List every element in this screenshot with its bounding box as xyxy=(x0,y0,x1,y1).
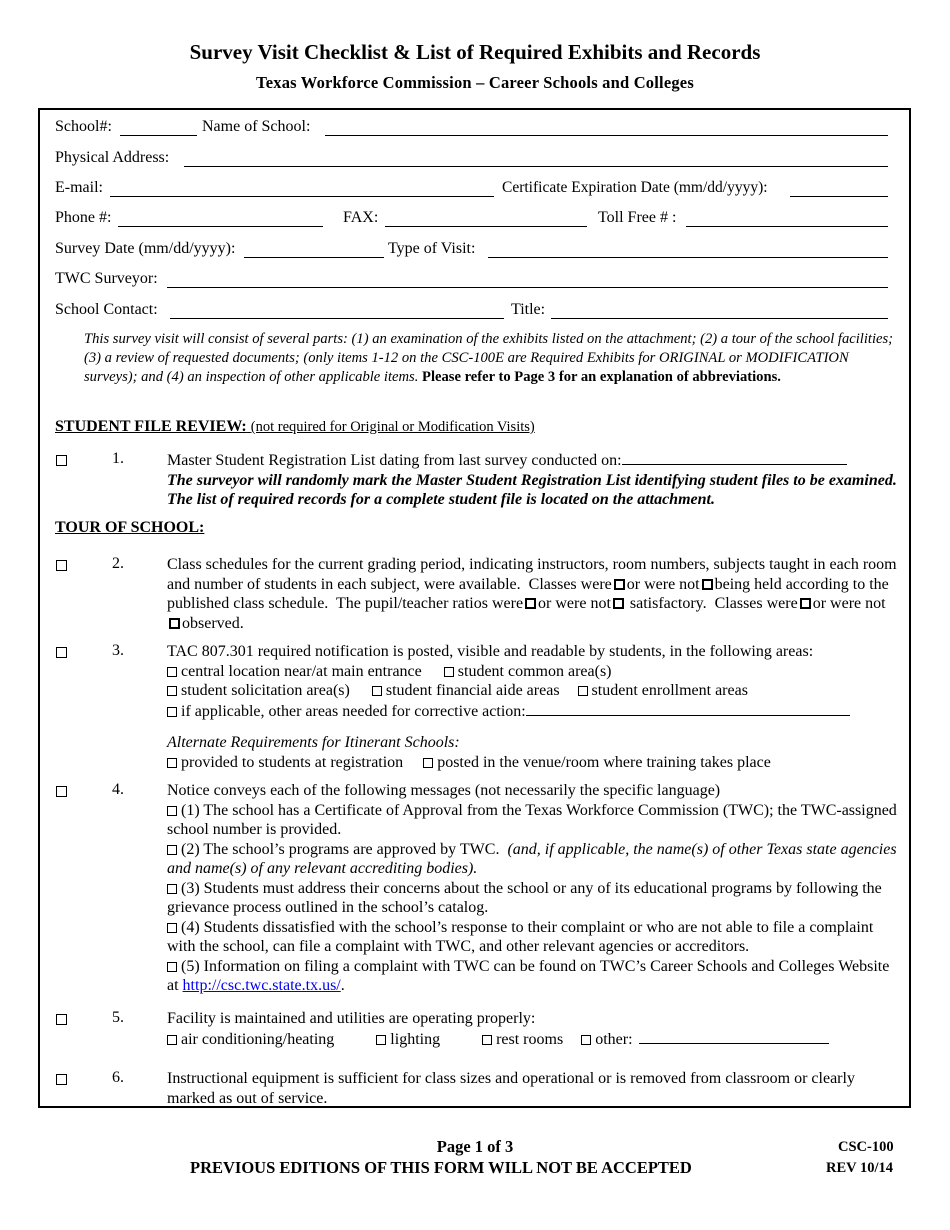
item-4-text: Notice conveys each of the following messages (not necessarily the specific language) (1) The school has a Certificate of Approval from the Texas Workforce Commission (TWC); the TWC-assigned school number is provided. (2) The school’s programs are approved by TWC. (and, if applicable, the name(s) of other Texas state agencies and name(s) of any relevant accrediting bodies). (3) Students must address their concerns about the school or any of its educational programs by following the grievance process outlined in the school’s catalog. (4) Students dissatisfied with the school’s response to their complaint or who are not able to file a complaint with the school, can file a complaint with TWC, and other relevant agencies or accreditors. (5) Information on filing a complaint with TWC can be found on TWC’s Career Schools and Colleges Website at http://csc.twc.state.tx.us/. xyxy=(167,782,897,994)
toll-free-field[interactable] xyxy=(686,226,888,227)
intro-text: This survey visit will consist of several parts: (1) an examination of the exhibits listed on the attachment; (2) a tour of the school facilities; (3) a review of requested documents; (only items 1-12 on the CSC-100E are Required Exhibits for ORIGINAL or MODIFICATION surveys); and (4) an inspection of other applicable items. xyxy=(84,331,894,385)
item-6-checkbox[interactable] xyxy=(56,1074,67,1085)
cert-expiration-label: Certificate Expiration Date (mm/dd/yyyy): xyxy=(502,179,768,196)
item-1-label: Master Student Registration List dating from last survey conducted on: xyxy=(167,452,622,469)
student-file-review-heading xyxy=(55,418,535,436)
cert-expiration-field[interactable] xyxy=(790,196,888,197)
item-2-text xyxy=(167,555,897,633)
central-location-checkbox[interactable] xyxy=(167,667,177,677)
message-1-checkbox[interactable] xyxy=(167,806,177,816)
item-2-p2: Classes were xyxy=(528,575,612,593)
item-3-checkbox[interactable] xyxy=(56,647,67,658)
contact-title-field[interactable] xyxy=(551,318,888,319)
item-1-number: 1. xyxy=(112,450,124,467)
email-field[interactable] xyxy=(110,196,494,197)
solicitation-area-label: student solicitation area(s) xyxy=(181,682,350,699)
item-2-p9: or were not xyxy=(812,595,886,612)
email-label: E-mail: xyxy=(55,179,103,196)
at-registration-label: provided to students at registration xyxy=(181,753,404,771)
central-location-label: central location near/at main entrance xyxy=(181,662,422,680)
posted-in-venue-checkbox[interactable] xyxy=(423,758,433,768)
school-name-label: Name of School: xyxy=(202,118,311,135)
message-3-checkbox[interactable] xyxy=(167,884,177,894)
ratio-no-checkbox[interactable] xyxy=(613,598,624,609)
item-2-p1: Class schedules for the current grading period, indicating instructors, room numbers, subjects taught in each room and number of students in each subject, were available. xyxy=(167,556,897,593)
common-area-label: student common area(s) xyxy=(457,662,612,680)
other-utility-label: other: xyxy=(595,1030,633,1048)
twc-website-link[interactable]: http://csc.twc.state.tx.us/ xyxy=(182,977,341,994)
item-5-label: Facility is maintained and utilities are operating properly: xyxy=(167,1010,536,1027)
item-3-label: TAC 807.301 required notification is posted, visible and readable by students, in the following areas: xyxy=(167,643,814,660)
message-2-text: (2) The school’s programs are approved by TWC. xyxy=(181,840,500,858)
financial-aide-label: student financial aide areas xyxy=(385,682,560,699)
classes-held-yes-checkbox[interactable] xyxy=(614,579,625,590)
form-code: CSC-100 xyxy=(838,1139,894,1155)
other-utility-field[interactable] xyxy=(639,1029,829,1044)
item-5-text xyxy=(167,1009,897,1049)
ac-heating-label: air conditioning/heating xyxy=(181,1030,335,1048)
fax-label: FAX: xyxy=(343,209,379,226)
message-3-text: (3) Students must address their concerns about the school or any of its educational programs by following the grievance process outlined in the school’s catalog. xyxy=(167,879,882,916)
intro-paragraph xyxy=(84,330,894,387)
item-3-text xyxy=(167,642,897,772)
form-subtitle: Texas Workforce Commission – Career Schools and Colleges xyxy=(256,73,694,92)
student-file-review-title: STUDENT FILE REVIEW: xyxy=(55,418,247,435)
last-survey-date-field[interactable] xyxy=(622,450,847,465)
classes-held-no-checkbox[interactable] xyxy=(702,579,713,590)
ratio-yes-checkbox[interactable] xyxy=(525,598,536,609)
other-utility-checkbox[interactable] xyxy=(581,1035,591,1045)
other-areas-label: if applicable, other areas needed for corrective action: xyxy=(181,702,526,720)
item-5-number: 5. xyxy=(112,1009,124,1026)
toll-free-label: Toll Free # : xyxy=(598,209,677,226)
type-of-visit-label: Type of Visit: xyxy=(388,240,476,257)
item-1-instructions: The surveyor will randomly mark the Master Student Registration List identifying student files to be examined. The list of required records for a complete student file is located on the attachment. xyxy=(167,471,897,508)
enrollment-area-label: student enrollment areas xyxy=(591,682,748,699)
phone-field[interactable] xyxy=(118,226,323,227)
item-2-p4: being held according to the published class schedule. xyxy=(167,575,889,612)
item-2-p7: satisfactory. xyxy=(629,595,707,612)
survey-date-field[interactable] xyxy=(244,257,384,258)
tour-of-school-heading: TOUR OF SCHOOL: xyxy=(55,519,205,536)
at-registration-checkbox[interactable] xyxy=(167,758,177,768)
lighting-checkbox[interactable] xyxy=(376,1035,386,1045)
message-4-text: (4) Students dissatisfied with the school’s response to their complaint or who are not able to file a complaint with the school, can file a complaint with TWC, and other relevant agencies or accreditors. xyxy=(167,918,874,955)
item-2-p8: Classes were xyxy=(714,595,798,612)
item-6-number: 6. xyxy=(112,1069,124,1086)
item-2-checkbox[interactable] xyxy=(56,560,67,571)
page-number: Page 1 of 3 xyxy=(436,1137,514,1156)
physical-address-field[interactable] xyxy=(184,166,888,167)
phone-label: Phone #: xyxy=(55,209,112,226)
item-2-p6: or were not xyxy=(538,595,611,612)
rest-rooms-checkbox[interactable] xyxy=(482,1035,492,1045)
item-2-number: 2. xyxy=(112,555,124,572)
school-contact-label: School Contact: xyxy=(55,301,158,318)
alternate-requirements-title: Alternate Requirements for Itinerant Schools: xyxy=(167,734,460,751)
message-5-text: (5) Information on filing a complaint with TWC can be found on TWC’s Career Schools and Colleges Website at xyxy=(167,957,890,994)
survey-date-label: Survey Date (mm/dd/yyyy): xyxy=(55,240,236,257)
item-5-checkbox[interactable] xyxy=(56,1014,67,1025)
item-4-label: Notice conveys each of the following messages (not necessarily the specific language) xyxy=(167,782,721,799)
physical-address-label: Physical Address: xyxy=(55,149,170,166)
item-6-text: Instructional equipment is sufficient for class sizes and operational or is removed from classroom or clearly marked as out of service. xyxy=(167,1070,855,1107)
item-2-p10: observed. xyxy=(182,614,244,632)
item-4-number: 4. xyxy=(112,781,124,798)
item-3-number: 3. xyxy=(112,642,124,659)
student-file-review-note: (not required for Original or Modification Visits) xyxy=(250,419,535,435)
item-2-p3: or were not xyxy=(626,575,700,593)
message-4-checkbox[interactable] xyxy=(167,923,177,933)
message-5-checkbox[interactable] xyxy=(167,962,177,972)
item-1-checkbox[interactable] xyxy=(56,455,67,466)
lighting-label: lighting xyxy=(390,1030,441,1048)
intro-bold-note: Please refer to Page 3 for an explanation of abbreviations. xyxy=(422,369,781,385)
item-2-p5: The pupil/teacher ratios were xyxy=(336,595,524,612)
fax-field[interactable] xyxy=(385,226,587,227)
twc-surveyor-field[interactable] xyxy=(167,287,888,288)
school-contact-field[interactable] xyxy=(170,318,504,319)
form-title: Survey Visit Checklist & List of Required Exhibits and Records xyxy=(189,40,761,64)
observed-no-checkbox[interactable] xyxy=(169,618,180,629)
item-1-text xyxy=(167,450,897,510)
school-number-label: School#: xyxy=(55,118,112,135)
ac-heating-checkbox[interactable] xyxy=(167,1035,177,1045)
financial-aide-checkbox[interactable] xyxy=(372,686,382,696)
other-areas-checkbox[interactable] xyxy=(167,707,177,717)
rest-rooms-label: rest rooms xyxy=(496,1030,564,1048)
observed-yes-checkbox[interactable] xyxy=(800,598,811,609)
enrollment-area-checkbox[interactable] xyxy=(578,686,588,696)
other-areas-field[interactable] xyxy=(526,701,850,716)
posted-in-venue-label: posted in the venue/room where training takes place xyxy=(437,753,771,771)
revision: REV 10/14 xyxy=(826,1160,894,1176)
school-number-field[interactable] xyxy=(120,135,197,136)
contact-title-label: Title: xyxy=(511,301,546,318)
message-1-text: (1) The school has a Certificate of Approval from the Texas Workforce Commission (TWC); the TWC-assigned school number is provided. xyxy=(167,801,897,838)
type-of-visit-field[interactable] xyxy=(488,257,888,258)
solicitation-area-checkbox[interactable] xyxy=(167,686,177,696)
message-2-note: (and, if applicable, the name(s) of other Texas state agencies and name(s) of any relevant accrediting bodies). xyxy=(167,840,897,877)
common-area-checkbox[interactable] xyxy=(444,667,454,677)
school-name-field[interactable] xyxy=(325,135,888,136)
twc-surveyor-label: TWC Surveyor: xyxy=(55,270,158,287)
message-2-checkbox[interactable] xyxy=(167,845,177,855)
editions-warning: PREVIOUS EDITIONS OF THIS FORM WILL NOT BE ACCEPTED xyxy=(190,1158,692,1177)
item-4-checkbox[interactable] xyxy=(56,786,67,797)
